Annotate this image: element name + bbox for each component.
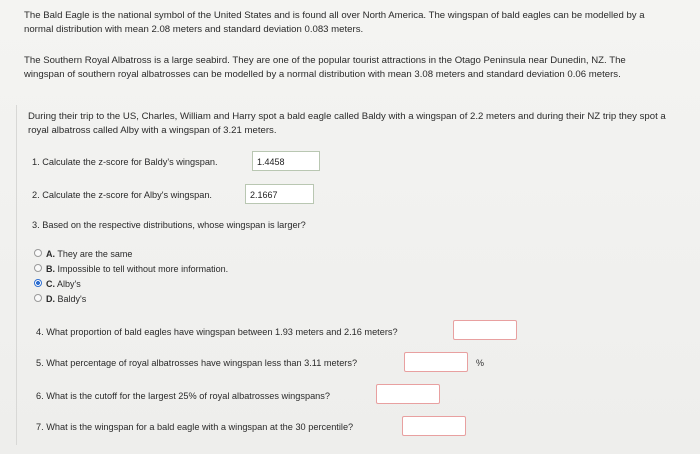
question-6-answer-input[interactable]	[376, 384, 440, 404]
question-1-answer-input[interactable]: 1.4458	[252, 151, 320, 171]
question-7-answer-input[interactable]	[402, 416, 466, 436]
question-6-label: 6. What is the cutoff for the largest 25% of royal albatrosses wingspans?	[36, 391, 330, 401]
question-1-label: 1. Calculate the z-score for Baldy's wingspan.	[32, 157, 218, 167]
option-a-radio[interactable]	[34, 249, 42, 257]
question-3-label: 3. Based on the respective distributions, whose wingspan is larger?	[32, 220, 306, 230]
scenario-text: During their trip to the US, Charles, William and Harry spot a bald eagle called Baldy with a wingspan of 2.2 meters and during their NZ trip they spot a royal albatross called Alby with a wingspan of 3.21 meters.	[28, 111, 666, 136]
question-4-label: 4. What proportion of bald eagles have wingspan between 1.93 meters and 2.16 meters?	[36, 327, 398, 337]
albatross-intro: The Southern Royal Albatross is a large seabird. They are one of the popular tourist attractions in the Otago Peninsula near Dunedin, NZ. The wingspan of southern royal albatrosses can be modelled by a normal distribution with mean 3.08 meters and standard deviation 0.06 meters.	[24, 55, 626, 80]
question-page: The Bald Eagle is the national symbol of the United States and is found all over North America. The wingspan of bald eagles can be modelled by a normal distribution with mean 2.08 meters and standard deviation 0.083 meters. The Southern Royal Albatross is a large seabird. They are one of the popular tourist attractions in the Otago Peninsula near Dunedin, NZ. The wingspan of southern royal albatrosses can be modelled by a normal distribution with mean 3.08 meters and standard deviation 0.06 meters. During their trip to the US, Charles, William and Harry spot a bald eagle called Baldy with a wingspan of 2.2 meters and during their NZ trip they spot a royal albatross called Alby with a wingspan of 3.21 meters. 1. Calculate the z-score for Baldy's wingspan. 1.4458 2. Calculate the z-score for Alby's wingspan. 2.1667 3. Based on the respective distributions, whose wingspan is larger? A. They are the same B. Impossible to tell without more information. C. Alby's D. Baldy's 4. What proportion of bald eagles have wingspan between 1.93 meters and 2.16 meters? 5. What percentage of royal albatrosses have wingspan less than 3.11 meters? % 6. What is the cutoff for the largest 25% of royal albatrosses wingspans? 7. What is the wingspan for a bald eagle with a wingspan at the 30 percentile?	[0, 0, 700, 454]
option-c-radio[interactable]	[34, 279, 42, 287]
option-d-radio[interactable]	[34, 294, 42, 302]
option-b-radio[interactable]	[34, 264, 42, 272]
question-7-label: 7. What is the wingspan for a bald eagle with a wingspan at the 30 percentile?	[36, 422, 354, 432]
percent-unit: %	[476, 358, 485, 368]
question-5-label: 5. What percentage of royal albatrosses have wingspan less than 3.11 meters?	[36, 358, 358, 368]
question-2-answer-input[interactable]: 2.1667	[245, 184, 314, 204]
bald-eagle-intro: The Bald Eagle is the national symbol of the United States and is found all over North America. The wingspan of bald eagles can be modelled by a normal distribution with mean 2.08 meters and standard deviation 0.083 meters.	[24, 10, 645, 35]
question-4-answer-input[interactable]	[453, 320, 517, 340]
question-2-label: 2. Calculate the z-score for Alby's wingspan.	[32, 190, 212, 200]
question-5-answer-input[interactable]	[404, 352, 468, 372]
